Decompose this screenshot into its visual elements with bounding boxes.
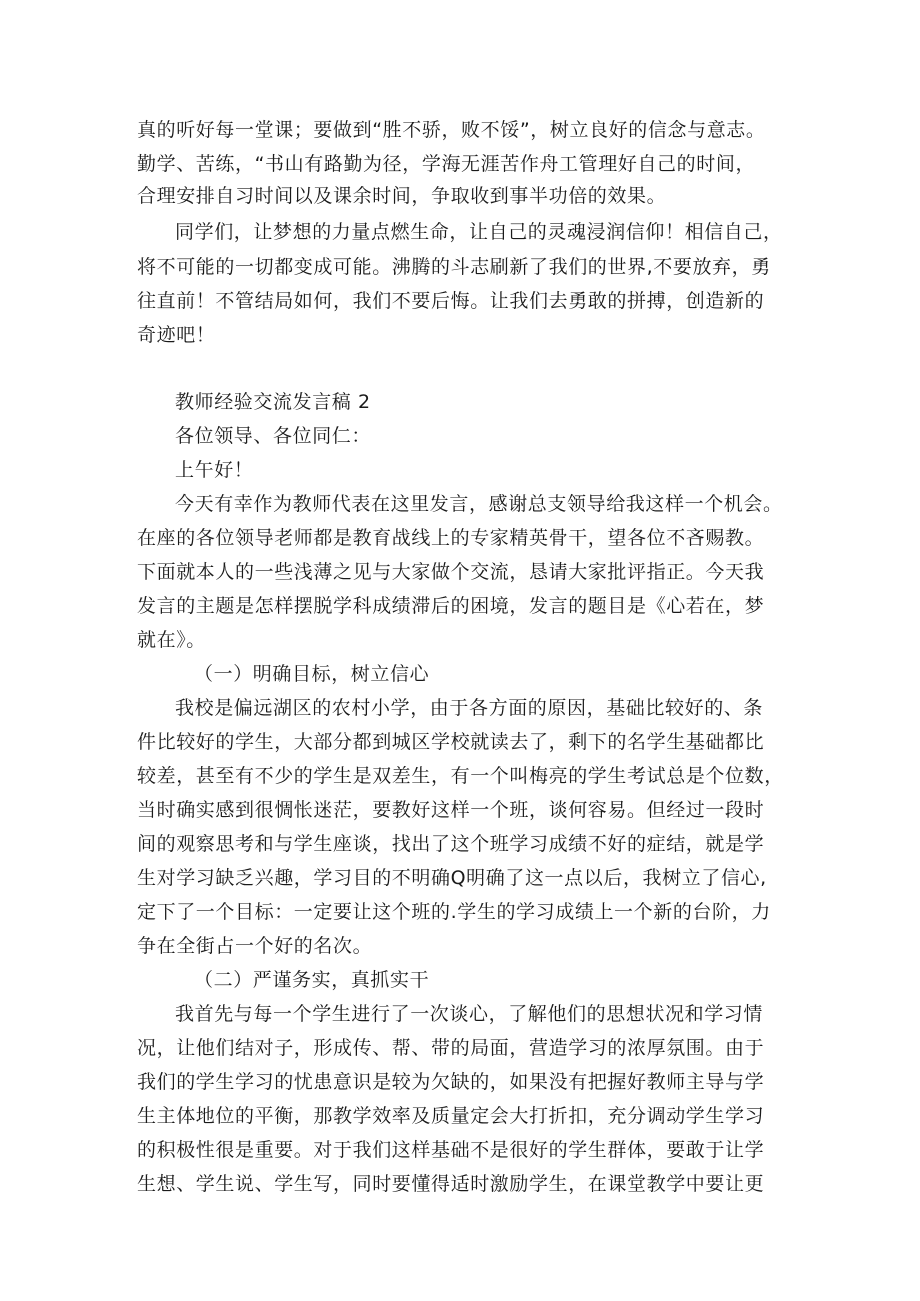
text-line: 我校是偏远湖区的农村小学，由于各方面的原因，基础比较好的、条 (175, 697, 764, 719)
text-line: 生主体地位的平衡，那教学效率及质量定会大打折扣，充分调动学生学习 (137, 1105, 765, 1127)
text-line: 往直前！不管结局如何，我们不要后悔。让我们去勇敢的拼搏，创造新的 (137, 290, 765, 312)
section-heading: （一）明确目标，树立信心 (194, 663, 430, 685)
text-line: 间的观察思考和与学生座谈，找出了这个班学习成绩不好的症结，就是学 (137, 833, 765, 855)
text-line: 我们的学生学习的忧患意识是较为欠缺的，如果没有把握好教师主导与学 (137, 1071, 765, 1093)
text-line: 况，让他们结对子，形成传、帮、带的局面，营造学习的浓厚氛围。由于 (137, 1037, 765, 1059)
text-line: 今天有幸作为教师代表在这里发言，感谢总支领导给我这样一个机会。 (175, 493, 783, 515)
text-line: 发言的主题是怎样摆脱学科成绩滞后的困境，发言的题目是《心若在，梦 (137, 595, 765, 617)
text-line: 生想、学生说、学生写，同时要懂得适时激励学生，在课堂教学中要让更 (137, 1173, 765, 1195)
greeting: 上午好！ (175, 459, 254, 481)
text-line: 我首先与每一个学生进行了一次谈心，了解他们的思想状况和学习情 (175, 1003, 764, 1025)
text-line: 在座的各位领导老师都是教育战线上的专家精英骨干，望各位不吝赐教。 (137, 527, 765, 549)
text-line: 争在全街占一个好的名次。 (137, 935, 373, 957)
section-heading: （二）严谨务实，真抓实干 (194, 969, 430, 991)
text-line: 同学们，让梦想的力量点燃生命，让自己的灵魂浸润信仰！相信自己， (175, 221, 783, 243)
text-line: 件比较好的学生，大部分都到城区学校就读去了，剩下的名学生基础都比 (137, 731, 765, 753)
text-line: 合理安排自习时间以及课余时间，争取收到事半功倍的效果。 (137, 185, 667, 207)
section-title: 教师经验交流发言稿 2 (175, 391, 371, 413)
text-line: 较差，甚至有不少的学生是双差生，有一个叫梅亮的学生考试总是个位数， (137, 765, 784, 787)
text-line: 就在》。 (137, 629, 206, 651)
text-line: 的积极性很是重要。对于我们这样基础不是很好的学生群体，要敢于让学 (137, 1139, 765, 1161)
text-line: 当时确实感到很惆怅迷茫，要教好这样一个班，谈何容易。但经过一段时 (137, 799, 765, 821)
text-line: 生对学习缺乏兴趣，学习目的不明确Q明确了这一点以后，我树立了信心, (137, 867, 767, 889)
salutation: 各位领导、各位同仁： (175, 425, 372, 447)
text-line: 定下了一个目标：一定要让这个班的.学生的学习成绩上一个新的台阶，力 (137, 901, 771, 923)
text-line: 勤学、苦练，“书山有路勤为径，学海无涯苦作舟工管理好自己的时间， (137, 153, 756, 175)
text-line: 真的听好每一堂课；要做到“胜不骄，败不馁”，树立良好的信念与意志。 (137, 119, 766, 141)
text-line: 奇迹吧！ (137, 324, 216, 346)
text-line: 下面就本人的一些浅薄之见与大家做个交流，恳请大家批评指正。今天我 (137, 561, 765, 583)
text-line: 将不可能的一切都变成可能。沸腾的斗志刷新了我们的世界,不要放弃，勇 (137, 256, 771, 278)
